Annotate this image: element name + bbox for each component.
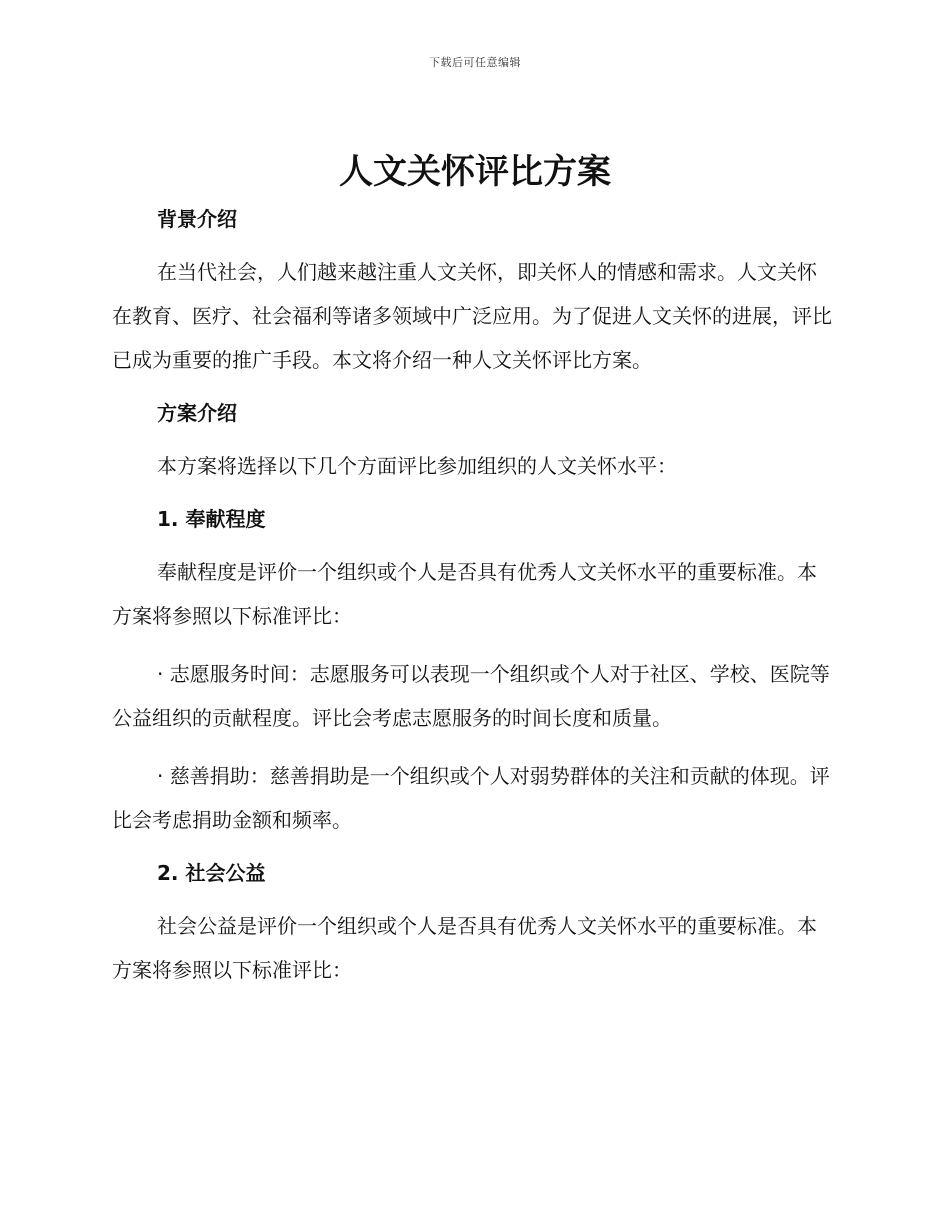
paragraph-background: 在当代社会，人们越来越注重人文关怀，即关怀人的情感和需求。人文关怀在教育、医疗、社会福利等诸多领域中广泛应用。为了促进人文关怀的进展，评比已成为重要的推广手段。本文将介绍一种人文关怀评比方案。 [112,260,832,372]
document-body [112,202,834,992]
item-heading-dedication: 1. 奉献程度 [157,507,266,531]
paragraph-dedication: 奉献程度是评价一个组织或个人是否具有优秀人文关怀水平的重要标准。本方案将参照以下标准评比： [112,560,817,628]
section-heading-background: 背景介绍 [157,207,237,231]
paragraph-plan: 本方案将选择以下几个方面评比参加组织的人文关怀水平： [157,454,677,478]
section-heading-plan: 方案介绍 [157,401,237,425]
page-title: 人文关怀评比方案 [339,152,611,192]
bullet-volunteer-time: · 志愿服务时间：志愿服务可以表现一个组织或个人对于社区、学校、医院等公益组织的贡献程度。评比会考虑志愿服务的时间长度和质量。 [112,662,830,730]
paragraph-public-welfare: 社会公益是评价一个组织或个人是否具有优秀人文关怀水平的重要标准。本方案将参照以下标准评比： [112,914,817,982]
header-note: 下载后可任意编辑 [429,56,521,69]
bullet-charity-donation: · 慈善捐助：慈善捐助是一个组织或个人对弱势群体的关注和贡献的体现。评比会考虑捐助金额和频率。 [112,764,830,832]
item-heading-public-welfare: 2. 社会公益 [157,861,266,885]
